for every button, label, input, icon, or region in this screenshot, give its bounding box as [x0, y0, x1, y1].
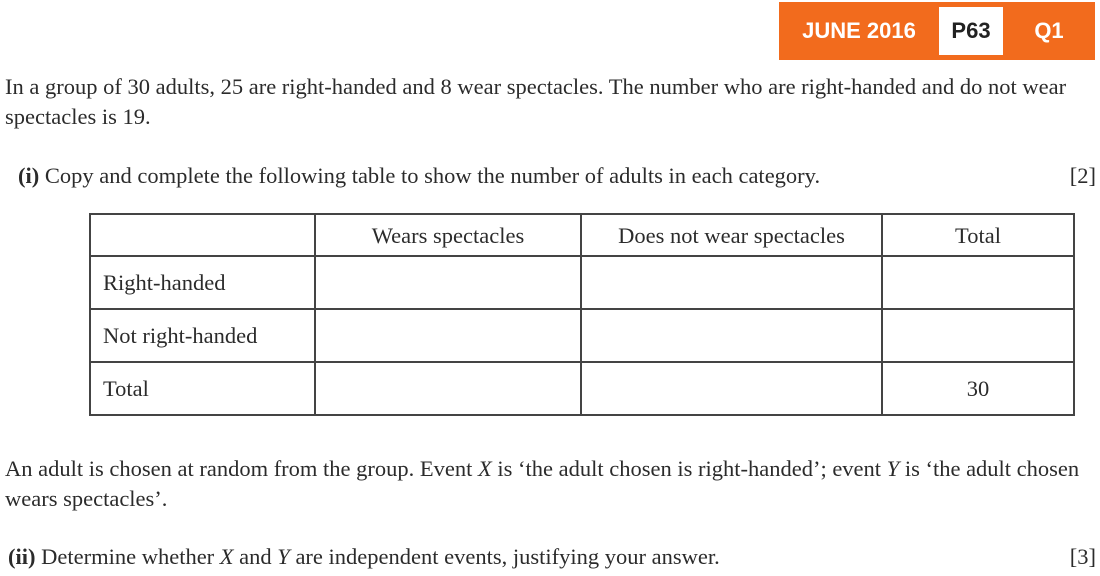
part-i-prompt [18, 161, 1096, 191]
table-cell [315, 362, 581, 415]
paper-code-label: P63 [939, 7, 1003, 55]
event-text-part-3: is ‘the adult chosen wears spectacles’. [5, 456, 1080, 511]
question-reference-badge [779, 2, 1095, 60]
part-ii-text-wrapper [8, 542, 720, 572]
table-header-total: Total [882, 214, 1074, 256]
part-ii-variable-x: X [219, 544, 234, 569]
row-label-total: Total [90, 362, 315, 415]
category-table [89, 213, 1075, 416]
table-header-row [90, 214, 1074, 256]
grand-total-cell: 30 [882, 362, 1074, 415]
event-variable-x: X [478, 456, 492, 481]
table-row [90, 309, 1074, 362]
table-row [90, 256, 1074, 309]
part-i-label: (i) [18, 163, 40, 188]
table-cell [882, 256, 1074, 309]
table-header-corner [90, 214, 315, 256]
part-i-text-wrapper [18, 161, 820, 191]
intro-paragraph: In a group of 30 adults, 25 are right-handed and 8 wear spectacles. The number who are right-handed and do not wear spectacles is 19. [5, 74, 1067, 129]
part-ii-prompt [8, 542, 1096, 572]
table-cell [315, 309, 581, 362]
event-text-part-1: An adult is chosen at random from the group. Event [5, 456, 479, 481]
table-cell [581, 362, 882, 415]
table-cell [581, 309, 882, 362]
table-cell [581, 256, 882, 309]
event-text-part-2: is ‘the adult chosen is right-handed’; event [491, 456, 887, 481]
table-cell [315, 256, 581, 309]
row-label-not-right-handed: Not right-handed [90, 309, 315, 362]
event-variable-y: Y [886, 456, 900, 481]
part-i-marks: [2] [1069, 163, 1096, 188]
part-ii-text-b: and [233, 544, 278, 569]
part-ii-variable-y: Y [277, 544, 290, 569]
exam-session-label: JUNE 2016 [802, 18, 916, 43]
table-row [90, 362, 1074, 415]
part-i-text: Copy and complete the following table to show the number of adults in each category. [44, 163, 821, 188]
table-header-does-not-wear: Does not wear spectacles [581, 214, 882, 256]
part-ii-label: (ii) [8, 544, 36, 569]
table-cell [882, 309, 1074, 362]
part-ii-text-a: Determine whether [35, 544, 220, 569]
event-definition-paragraph [5, 454, 1100, 514]
table-header-wears: Wears spectacles [315, 214, 581, 256]
question-number-label: Q1 [1034, 18, 1064, 43]
part-ii-text-c: are independent events, justifying your answer. [289, 544, 720, 569]
row-label-right-handed: Right-handed [90, 256, 315, 309]
part-ii-marks: [3] [1069, 544, 1096, 569]
